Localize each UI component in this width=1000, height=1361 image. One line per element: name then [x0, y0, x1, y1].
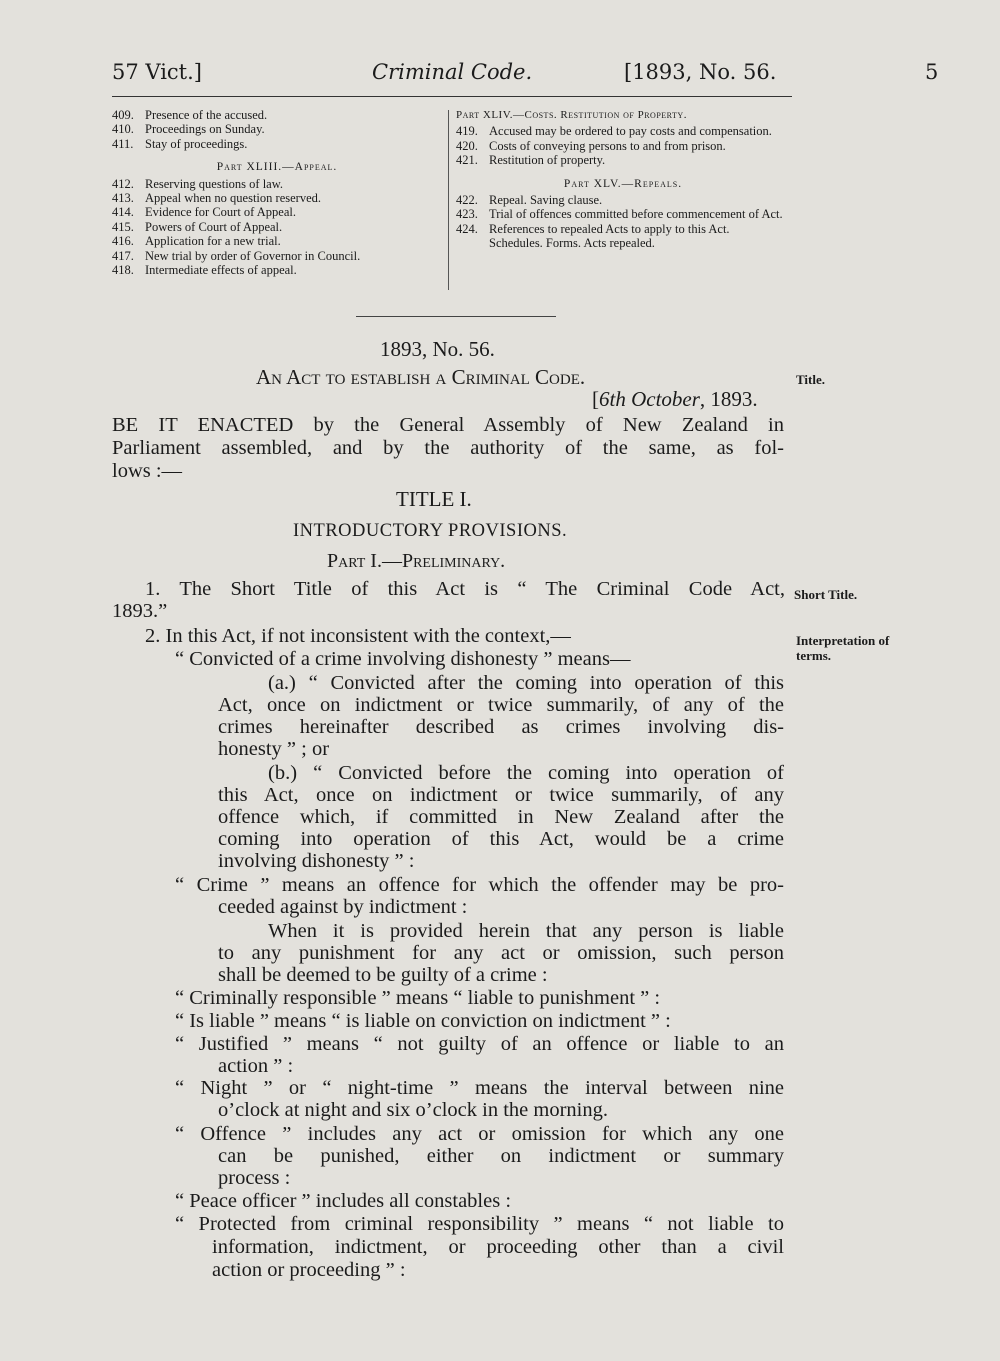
contents-item: 416. Application for a new trial.	[112, 234, 281, 249]
contents-item: 410. Proceedings on Sunday.	[112, 122, 265, 137]
definition-line: “ Offence ” includes any act or omission for which any one	[175, 1123, 784, 1145]
act-number: 1893, No. 56.	[380, 337, 495, 361]
paragraph-b-line: coming into operation of this Act, would be a crime	[218, 828, 784, 850]
definition-line: ceeded against by indictment :	[218, 896, 468, 918]
contents-left-column	[112, 108, 442, 277]
contents-item: 421. Restitution of property.	[456, 153, 606, 168]
definition-line: “ Is liable ” means “ is liable on conviction on indictment ” :	[175, 1010, 671, 1032]
section-divider-rule	[356, 316, 556, 317]
paragraph-a-line: honesty ” ; or	[218, 738, 330, 760]
definition-line: action or proceeding ” :	[212, 1259, 406, 1281]
header-act-number: [1893, No. 56.	[624, 60, 777, 84]
definition-line: can be punished, either on indictment or summary	[218, 1145, 784, 1167]
enacting-formula-line: BE IT ENACTED by the General Assembly of New Zealand in	[112, 414, 784, 436]
definition-line: When it is provided herein that any person is liable	[268, 920, 784, 942]
paragraph-b-line: offence which, if committed in New Zealand after the	[218, 806, 784, 828]
paragraph-a-line: crimes hereinafter described as crimes involving dis-	[218, 716, 784, 738]
title-heading: TITLE I.	[396, 487, 472, 511]
title-subheading: INTRODUCTORY PROVISIONS.	[293, 521, 568, 541]
contents-part-heading: Part XLIV.—Costs. Restitution of Property.	[456, 109, 687, 121]
contents-item: 420. Costs of conveying persons to and from prison.	[456, 138, 726, 153]
act-assent-date: [6th October, 1893.	[592, 387, 758, 411]
contents-item: 412. Reserving questions of law.	[112, 176, 284, 191]
definition-line: “ Night ” or “ night-time ” means the interval between nine	[175, 1077, 784, 1099]
header-act-name: Criminal Code.	[372, 60, 533, 84]
contents-item: 415. Powers of Court of Appeal.	[112, 219, 283, 234]
enacting-formula-line: Parliament assembled, and by the authority of the same, as fol-	[112, 437, 784, 459]
definition-line: “ Protected from criminal responsibility ” means “ not liable to	[175, 1213, 784, 1235]
page-number: 5	[925, 60, 939, 84]
part-heading: Part I.—Preliminary.	[327, 550, 506, 572]
margin-note-short-title: Short Title.	[794, 587, 858, 602]
section-1-line: 1. The Short Title of this Act is “ The Criminal Code Act,	[145, 578, 785, 600]
section-2-line: 2. In this Act, if not inconsistent with the context,—	[145, 625, 571, 647]
definition-line: “ Criminally responsible ” means “ liable to punishment ” :	[175, 987, 661, 1009]
contents-column-divider	[448, 110, 449, 290]
definition-line: “ Peace officer ” includes all constables :	[175, 1190, 512, 1212]
paragraph-a-line: Act, once on indictment or twice summarily, of any of the	[218, 694, 784, 716]
contents-item: 411. Stay of proceedings.	[112, 136, 248, 151]
definition-line: action ” :	[218, 1055, 294, 1077]
paragraph-a-line: (a.) “ Convicted after the coming into operation of this	[268, 672, 784, 694]
contents-item: 414. Evidence for Court of Appeal.	[112, 205, 296, 220]
contents-item: 409. Presence of the accused.	[112, 108, 268, 122]
enacting-formula-line: lows :—	[112, 460, 183, 482]
contents-schedules: Schedules. Forms. Acts repealed.	[489, 236, 655, 251]
definition-line: information, indictment, or proceeding other than a civil	[212, 1236, 784, 1258]
contents-part-heading: Part XLV.—Repeals.	[563, 177, 683, 190]
contents-item: 418. Intermediate effects of appeal.	[112, 263, 297, 278]
contents-item: 419. Accused may be ordered to pay costs and compensation.	[456, 124, 772, 139]
header-regnal-year: 57 Vict.]	[112, 60, 202, 84]
definition-line: o’clock at night and six o’clock in the morning.	[218, 1099, 608, 1121]
contents-item: 424. References to repealed Acts to apply to this Act.	[456, 221, 730, 236]
contents-right-column	[456, 108, 790, 251]
act-long-title: An Act to establish a Criminal Code.	[256, 365, 586, 389]
contents-item: 422. Repeal. Saving clause.	[456, 193, 603, 208]
definition-line: process :	[218, 1167, 291, 1189]
definition-line: “ Justified ” means “ not guilty of an offence or liable to an	[175, 1033, 784, 1055]
definition-line: “ Crime ” means an offence for which the offender may be pro-	[175, 874, 784, 896]
contents-item: 413. Appeal when no question reserved.	[112, 191, 321, 206]
definition-line: shall be deemed to be guilty of a crime :	[218, 964, 548, 986]
section-1-line: 1893.”	[112, 600, 168, 622]
paragraph-b-line: involving dishonesty ” :	[218, 850, 415, 872]
paragraph-b-line: (b.) “ Convicted before the coming into operation of	[268, 762, 784, 784]
definition-line: to any punishment for any act or omission, such person	[218, 942, 784, 964]
paragraph-b-line: this Act, once on indictment or twice summarily, of any	[218, 784, 784, 806]
contents-item: 417. New trial by order of Governor in Council.	[112, 248, 361, 263]
contents-item: 423. Trial of offences committed before commencement of Act.	[456, 207, 783, 222]
contents-part-heading: Part XLIII.—Appeal.	[216, 161, 338, 174]
header-rule	[112, 96, 792, 97]
margin-note-title: Title.	[796, 372, 826, 387]
margin-note-interpretation: Interpretation of terms.	[796, 633, 890, 663]
definition-line: “ Convicted of a crime involving dishonesty ” means—	[175, 648, 631, 670]
